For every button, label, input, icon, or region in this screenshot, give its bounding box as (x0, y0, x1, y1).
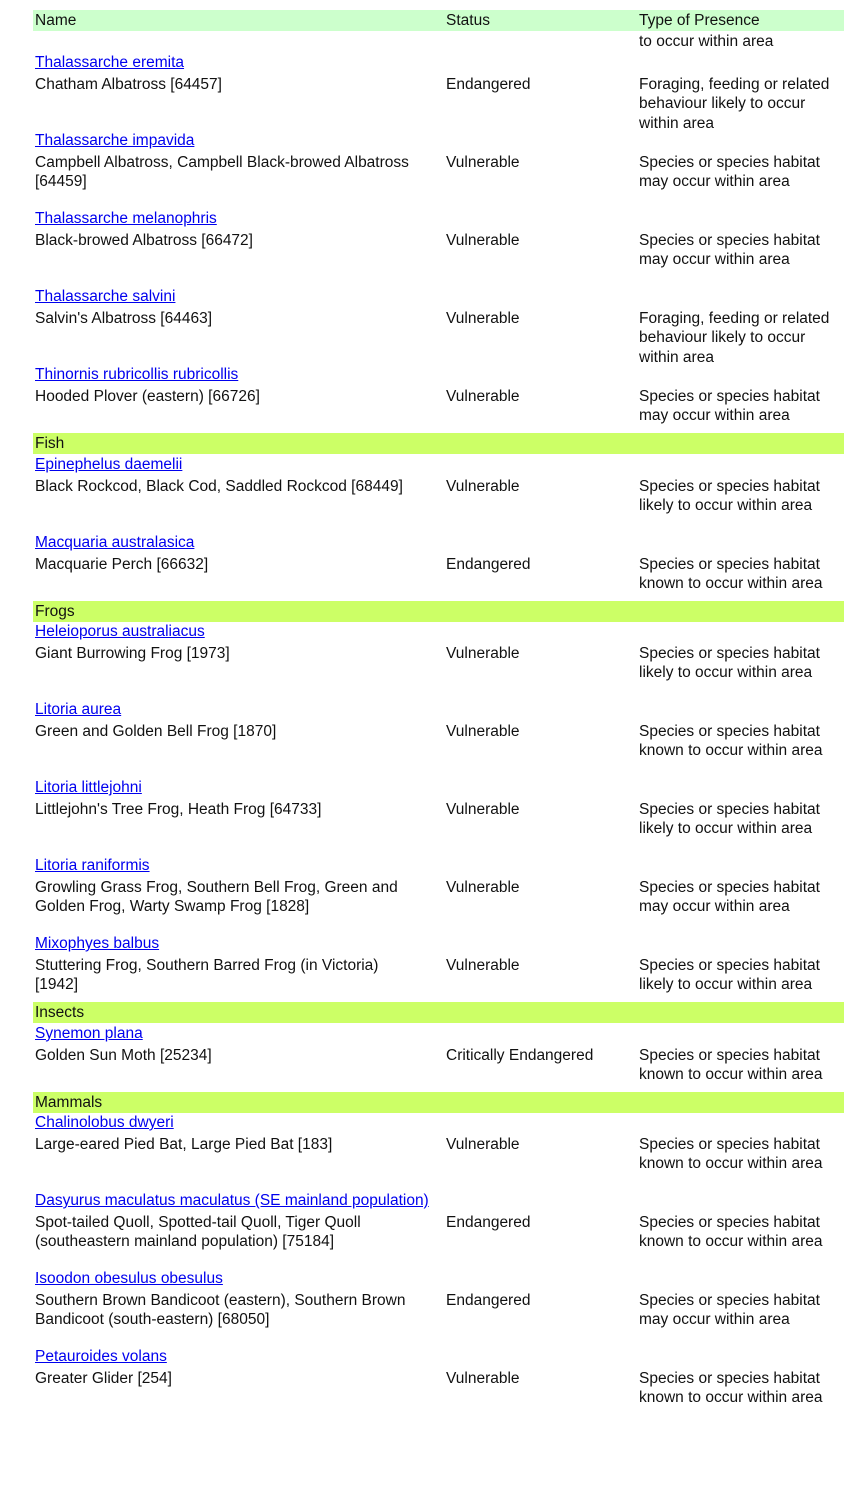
presence-line: Species or species habitat (639, 555, 820, 573)
group-label: Mammals (35, 1093, 103, 1111)
status-value: Vulnerable (446, 477, 520, 495)
common-name-line: (southeastern mainland population) [75184] (35, 1233, 335, 1251)
presence-line: Species or species habitat (639, 879, 820, 896)
presence-line: behaviour likely to occur (639, 95, 806, 113)
common-name-line: Chatham Albatross [64457] (35, 76, 222, 93)
status-value: Endangered (446, 555, 531, 573)
presence-line: Species or species habitat (639, 1046, 820, 1064)
presence-line: may occur within area (639, 251, 790, 269)
presence-line: Species or species habitat (639, 723, 820, 740)
common-name-line: Golden Sun Moth [25234] (35, 1046, 212, 1064)
common-name-line: Black Rockcod, Black Cod, Saddled Rockcod [68449] (35, 477, 403, 495)
presence-line: Species or species habitat (639, 645, 820, 662)
common-name-line: Growling Grass Frog, Southern Bell Frog, Green and (35, 879, 398, 896)
presence-line: known to occur within area (639, 742, 823, 760)
column-header-name: Name (35, 12, 77, 29)
presence-line: Species or species habitat (639, 477, 820, 495)
presence-line: within area (639, 114, 714, 132)
presence-line: Foraging, feeding or related (639, 76, 830, 93)
common-name-line: Green and Golden Bell Frog [1870] (35, 723, 277, 740)
common-name-line: Salvin's Albatross [64463] (35, 310, 213, 327)
species-link[interactable]: Thalassarche melanophris (35, 210, 217, 227)
presence-line: may occur within area (639, 898, 790, 916)
presence-line: may occur within area (639, 1311, 790, 1329)
status-value: Vulnerable (446, 1370, 520, 1387)
group-label: Frogs (35, 602, 75, 620)
presence-line: Species or species habitat (639, 388, 820, 405)
species-link[interactable]: Synemon plana (35, 1024, 143, 1042)
common-name-line: Greater Glider [254] (35, 1370, 172, 1387)
presence-line: Foraging, feeding or related (639, 310, 830, 327)
common-name-line: Southern Brown Bandicoot (eastern), Southern Brown (35, 1292, 406, 1309)
presence-line: likely to occur within area (639, 820, 813, 838)
presence-line: known to occur within area (639, 1233, 823, 1251)
group-header-insects (33, 1002, 844, 1023)
status-value: Vulnerable (446, 801, 520, 818)
status-value: Vulnerable (446, 645, 520, 662)
presence-line: Species or species habitat (639, 801, 820, 818)
group-label: Fish (35, 435, 65, 452)
common-name-line: Hooded Plover (eastern) [66726] (35, 388, 260, 405)
species-link[interactable]: Litoria raniformis (35, 857, 150, 874)
species-link[interactable]: Mixophyes balbus (35, 935, 160, 952)
presence-line: Species or species habitat (639, 1136, 820, 1153)
common-name-line: Golden Frog, Warty Swamp Frog [1828] (35, 898, 310, 916)
common-name-line: Campbell Albatross, Campbell Black-browed Albatross (35, 154, 409, 171)
common-name-line: Bandicoot (south-eastern) [68050] (35, 1311, 270, 1329)
common-name-line: [1942] (35, 976, 79, 994)
status-value: Critically Endangered (446, 1046, 594, 1064)
group-header-fish (33, 433, 844, 454)
presence-line: known to occur within area (639, 1389, 823, 1407)
species-link[interactable]: Litoria aurea (35, 701, 122, 718)
status-value: Vulnerable (446, 723, 520, 740)
presence-line: Species or species habitat (639, 1370, 820, 1387)
common-name-line: Stuttering Frog, Southern Barred Frog (in Victoria) (35, 957, 379, 974)
common-name-line: Giant Burrowing Frog [1973] (35, 645, 230, 662)
presence-line: likely to occur within area (639, 976, 813, 994)
species-link[interactable]: Litoria littlejohni (35, 779, 142, 796)
group-label: Insects (35, 1004, 85, 1021)
status-value: Vulnerable (446, 388, 520, 405)
presence-line: Species or species habitat (639, 957, 820, 974)
presence-line: Species or species habitat (639, 232, 820, 249)
presence-line: known to occur within area (639, 574, 823, 592)
group-header-frogs (33, 601, 844, 622)
species-link[interactable]: Dasyurus maculatus maculatus (SE mainland population) (35, 1192, 429, 1209)
common-name-line: Spot-tailed Quoll, Spotted-tail Quoll, Tiger Quoll (35, 1214, 361, 1231)
common-name-line: Black-browed Albatross [66472] (35, 232, 253, 249)
presence-line: Species or species habitat (639, 1292, 820, 1309)
common-name-line: [64459] (35, 173, 87, 191)
presence-line: Species or species habitat (639, 1214, 820, 1231)
status-value: Vulnerable (446, 232, 520, 249)
species-link[interactable]: Thalassarche impavida (35, 132, 195, 149)
common-name-line: Littlejohn's Tree Frog, Heath Frog [64733] (35, 801, 322, 818)
presence-line: may occur within area (639, 173, 790, 191)
presence-line: likely to occur within area (639, 496, 813, 514)
column-header-status: Status (446, 12, 490, 29)
column-header-presence: Type of Presence (639, 12, 760, 29)
status-value: Vulnerable (446, 310, 520, 327)
presence-line: likely to occur within area (639, 664, 813, 682)
species-link[interactable]: Thalassarche salvini (35, 288, 176, 305)
status-value: Endangered (446, 76, 531, 93)
presence-line: behaviour likely to occur (639, 329, 806, 347)
species-link[interactable]: Thalassarche eremita (35, 54, 185, 71)
common-name-line: Macquarie Perch [66632] (35, 555, 209, 573)
species-link[interactable]: Isoodon obesulus obesulus (35, 1270, 223, 1287)
status-value: Vulnerable (446, 154, 520, 171)
status-value: Endangered (446, 1214, 531, 1231)
group-header-mammals (33, 1092, 844, 1113)
common-name-line: Large-eared Pied Bat, Large Pied Bat [183] (35, 1136, 333, 1153)
presence-line: within area (639, 348, 714, 366)
status-value: Vulnerable (446, 957, 520, 974)
species-link[interactable]: Thinornis rubricollis rubricollis (35, 366, 239, 383)
carryover-presence-text: to occur within area (639, 33, 774, 50)
presence-line: may occur within area (639, 407, 790, 425)
presence-line: Species or species habitat (639, 154, 820, 171)
species-link[interactable]: Macquaria australasica (35, 533, 195, 551)
status-value: Vulnerable (446, 879, 520, 896)
species-link[interactable]: Petauroides volans (35, 1348, 167, 1365)
species-link[interactable]: Epinephelus daemelii (35, 455, 183, 473)
presence-line: known to occur within area (639, 1155, 823, 1173)
status-value: Endangered (446, 1292, 531, 1309)
species-link[interactable]: Heleioporus australiacus (35, 623, 205, 640)
status-value: Vulnerable (446, 1136, 520, 1153)
species-link[interactable]: Chalinolobus dwyeri (35, 1114, 174, 1131)
presence-line: known to occur within area (639, 1065, 823, 1083)
